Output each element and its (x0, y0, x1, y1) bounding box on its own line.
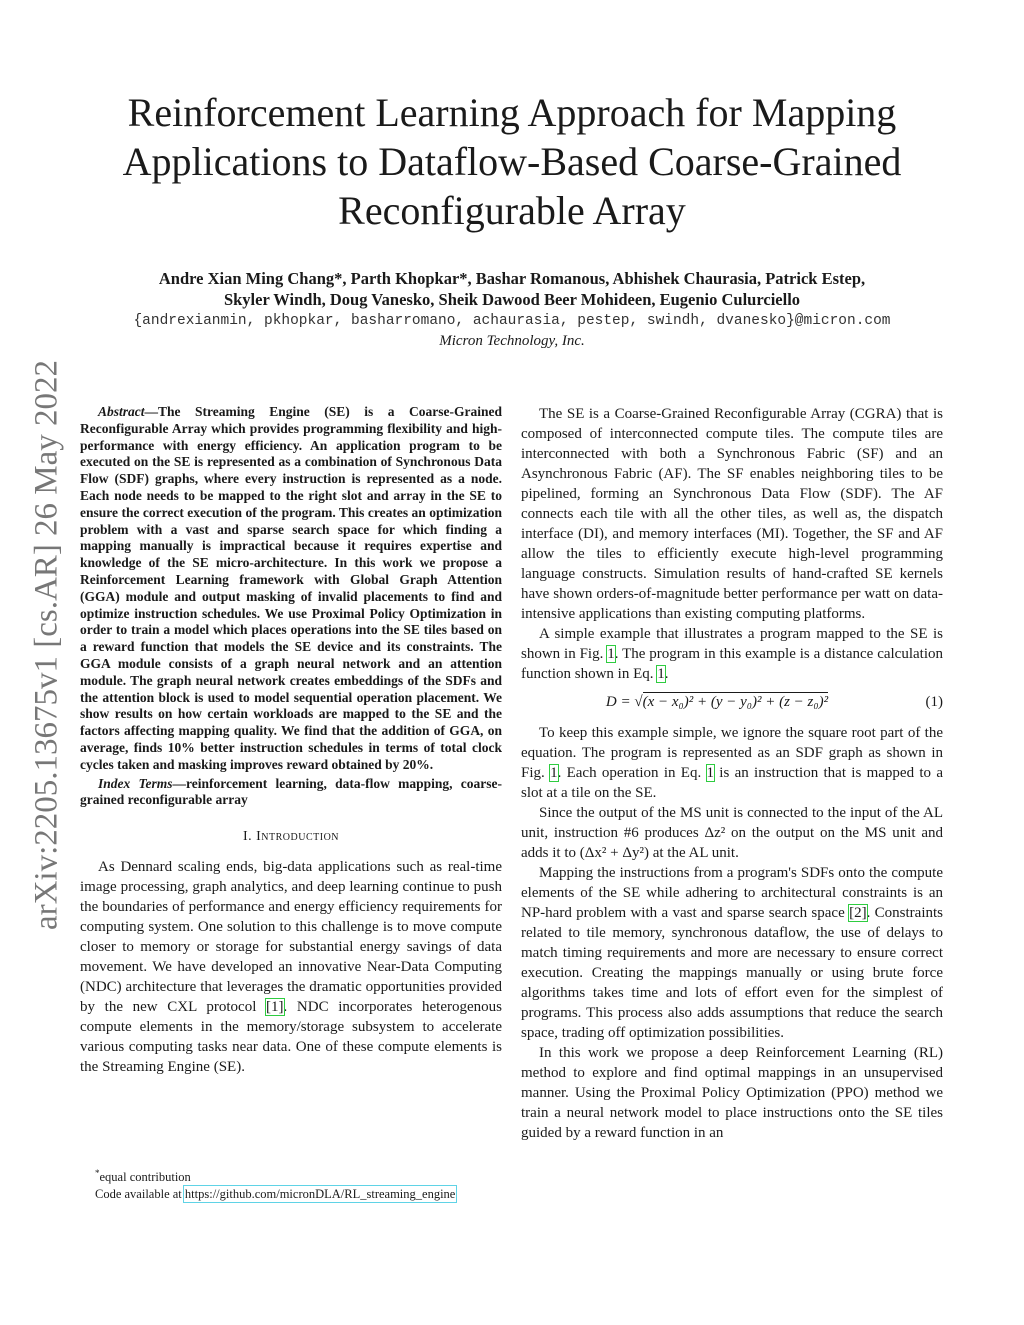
title-line: Reinforcement Learning Approach for Mapping (127, 90, 897, 135)
equation-lhs: D = (605, 694, 635, 710)
right-column (521, 404, 943, 1143)
body-paragraph: Since the output of the MS unit is connected to the input of the AL unit, instruction #6 produces Δz² on the output on the MS unit and adds it to (Δx² + Δy²) at the AL unit. (521, 805, 943, 861)
affiliation: Micron Technology, Inc. (439, 333, 585, 349)
abstract-lead: Abstract (98, 404, 145, 419)
intro-text: As Dennard scaling ends, big-data applications such as real-time image processing, graph analytics, and deep learning continue to push the boundaries of performance and energy efficiency requirements for computing system. One solution to this challenge is to move compute closer to memory or storage for substantial energy savings of data movement. We have developed an innovative Near-Data Computing (NDC) architecture that leverages the dramatic opportunities provided by the new CXL protocol (80, 859, 502, 1016)
citation-link-2[interactable]: [2] (849, 905, 867, 921)
equation-number: (1) (925, 694, 943, 710)
body-paragraph: In this work we propose a deep Reinforcement Learning (RL) method to explore and find optimal mappings in an unsupervised manner. Using the Proximal Policy Optimization (PPO) method we train a neural network model to place instructions onto the SE tiles guided by a reward function in an (521, 1045, 943, 1141)
body-text: is an instruction that is mapped to a slot at a tile on the SE. (521, 765, 943, 801)
arxiv-id-text: arXiv:2205.13675v1 [cs.AR] 26 May 2022 (28, 359, 65, 931)
equation-1 (521, 694, 943, 711)
footnote-equal-contribution (80, 1165, 502, 1186)
body-paragraph (521, 624, 943, 684)
left-column (80, 404, 502, 1077)
author-emails: {andrexianmin, pkhopkar, basharromano, achaurasia, pestep, swindh, dvanesko}@micron.com (133, 313, 891, 329)
footnote-code-prefix: Code available at (95, 1187, 185, 1202)
body-text: A simple example that illustrates a program mapped to the SE is shown in Fig. (521, 626, 943, 662)
abstract (80, 404, 502, 774)
figure-ref-1[interactable]: 1 (550, 765, 558, 781)
citation-link-1[interactable]: [1] (266, 999, 284, 1016)
body-paragraph (521, 863, 943, 1043)
section-heading-introduction: I. Introduction (242, 829, 340, 845)
title-line: Reconfigurable Array (338, 188, 686, 233)
footnote (80, 1165, 502, 1203)
footnote-mark: * (95, 1168, 100, 1178)
body-text: . Constraints related to tile memory, synchronous dataflow, the use of delays to match timing requirements and more are necessary to ensure correct execution. Creating the mappings manually or using brute force algorithms takes time and lots of effort even for the simplest of programs. This process also adds assumptions that reduce the search space, trading off optimization possibilities. (521, 905, 943, 1041)
body-text: To keep this example simple, we ignore the square root part of the equation. The program is represented as an SDF graph as shown in Fig. (521, 725, 943, 781)
equation-ref-1[interactable]: 1 (706, 765, 714, 781)
author-line: Skyler Windh, Doug Vanesko, Sheik Dawood Beer Mohideen, Eugenio Culurciello (223, 290, 801, 309)
body-paragraph (521, 723, 943, 803)
body-text: . (664, 666, 669, 682)
github-url-link[interactable]: https://github.com/micronDLA/RL_streaming_engine (184, 1187, 456, 1202)
sqrt-symbol: √ (634, 694, 643, 710)
equation-radicand: (x − x₀)² + (y − y₀)² + (z − z₀)² (642, 694, 829, 710)
body-text: Mapping the instructions from a program's SDFs onto the compute elements of the SE while adhering to architectural constraints is an NP-hard problem with a vast and sparse search space (521, 865, 943, 921)
equation-body (521, 694, 913, 711)
intro-text: . NDC incorporates heterogenous compute elements in the memory/storage subsystem to accelerate various computing tasks near data. One of these compute elements is the Streaming Engine (SE). (80, 999, 503, 1076)
body-text: . Each operation in Eq. (557, 765, 707, 781)
figure-ref-1[interactable]: 1 (607, 646, 615, 662)
equation-ref-1[interactable]: 1 (657, 666, 665, 682)
body-paragraph: The SE is a Coarse-Grained Reconfigurable Array (CGRA) that is composed of interconnected compute tiles. The compute tiles are interconnected with both a Synchronous Fabric (SF) and an Asynchronous Fabric (AF). The SF enables neighboring tiles to be pipelined, forming an Synchronous Data Flow (SDF). The AF connects each tile with all the other tiles, as well as, the dispatch interface (DI), and memory interfaces (MI). Together, the SF and AF allow the tiles to efficiently execute high-level programming language constructs. Simulation results of hand-crafted SE kernels have shown orders-of-magnitude better performance per watt on data-intensive applications than existing computing platforms. (521, 406, 943, 622)
title-line: Applications to Dataflow-Based Coarse-Grained (122, 139, 902, 184)
body-text: . The program in this example is a distance calculation function shown in Eq. (521, 646, 943, 682)
index-terms (80, 776, 502, 810)
footnote-code (80, 1186, 502, 1203)
index-terms-lead: Index Terms (98, 775, 173, 791)
arxiv-identifier (22, 345, 72, 945)
footnote-text: equal contribution (99, 1170, 191, 1185)
paper-title (0, 88, 1024, 235)
author-list (0, 268, 1024, 310)
author-line: Andre Xian Ming Chang*, Parth Khopkar*, Bashar Romanous, Abhishek Chaurasia, Patrick Estep, (158, 269, 866, 288)
abstract-text: —The Streaming Engine (SE) is a Coarse-Grained Reconfigurable Array which provides programming flexibility and high-performance with energy efficiency. An application program to be executed on the SE is represented as a combination of Synchronous Data Flow (SDF) graphs, where every instruction is represented as a node. Each node needs to be mapped to the right slot and array in the SE to ensure the correct execution of the program. This creates an optimization problem with a vast and sparse search space for which finding a mapping manually is impractical because it requires expertise and knowledge of the SE micro-architecture. In this work we propose a Reinforcement Learning framework with Global Graph Attention (GGA) module and output masking of invalid placements to find and optimize instruction schedules. We use Proximal Policy Optimization in order to train a model which places operations into the SE tiles based on a reward function that models the SE device and its constraints. The GGA module consists of a graph neural network and an attention module. The graph neural network creates embeddings of the SDFs and the attention block is used to model sequential operation placement. We show results on how certain workloads are mapped to the SE and the factors affecting mapping quality. We find that the addition of GGA, on average, finds 10% better instruction schedules in terms of total clock cycles taken and masking improves reward obtained by 20%. (80, 404, 502, 772)
intro-paragraph (80, 857, 502, 1077)
index-terms-text: —reinforcement learning, data-flow mapping, coarse-grained reconfigurable array (80, 775, 502, 808)
